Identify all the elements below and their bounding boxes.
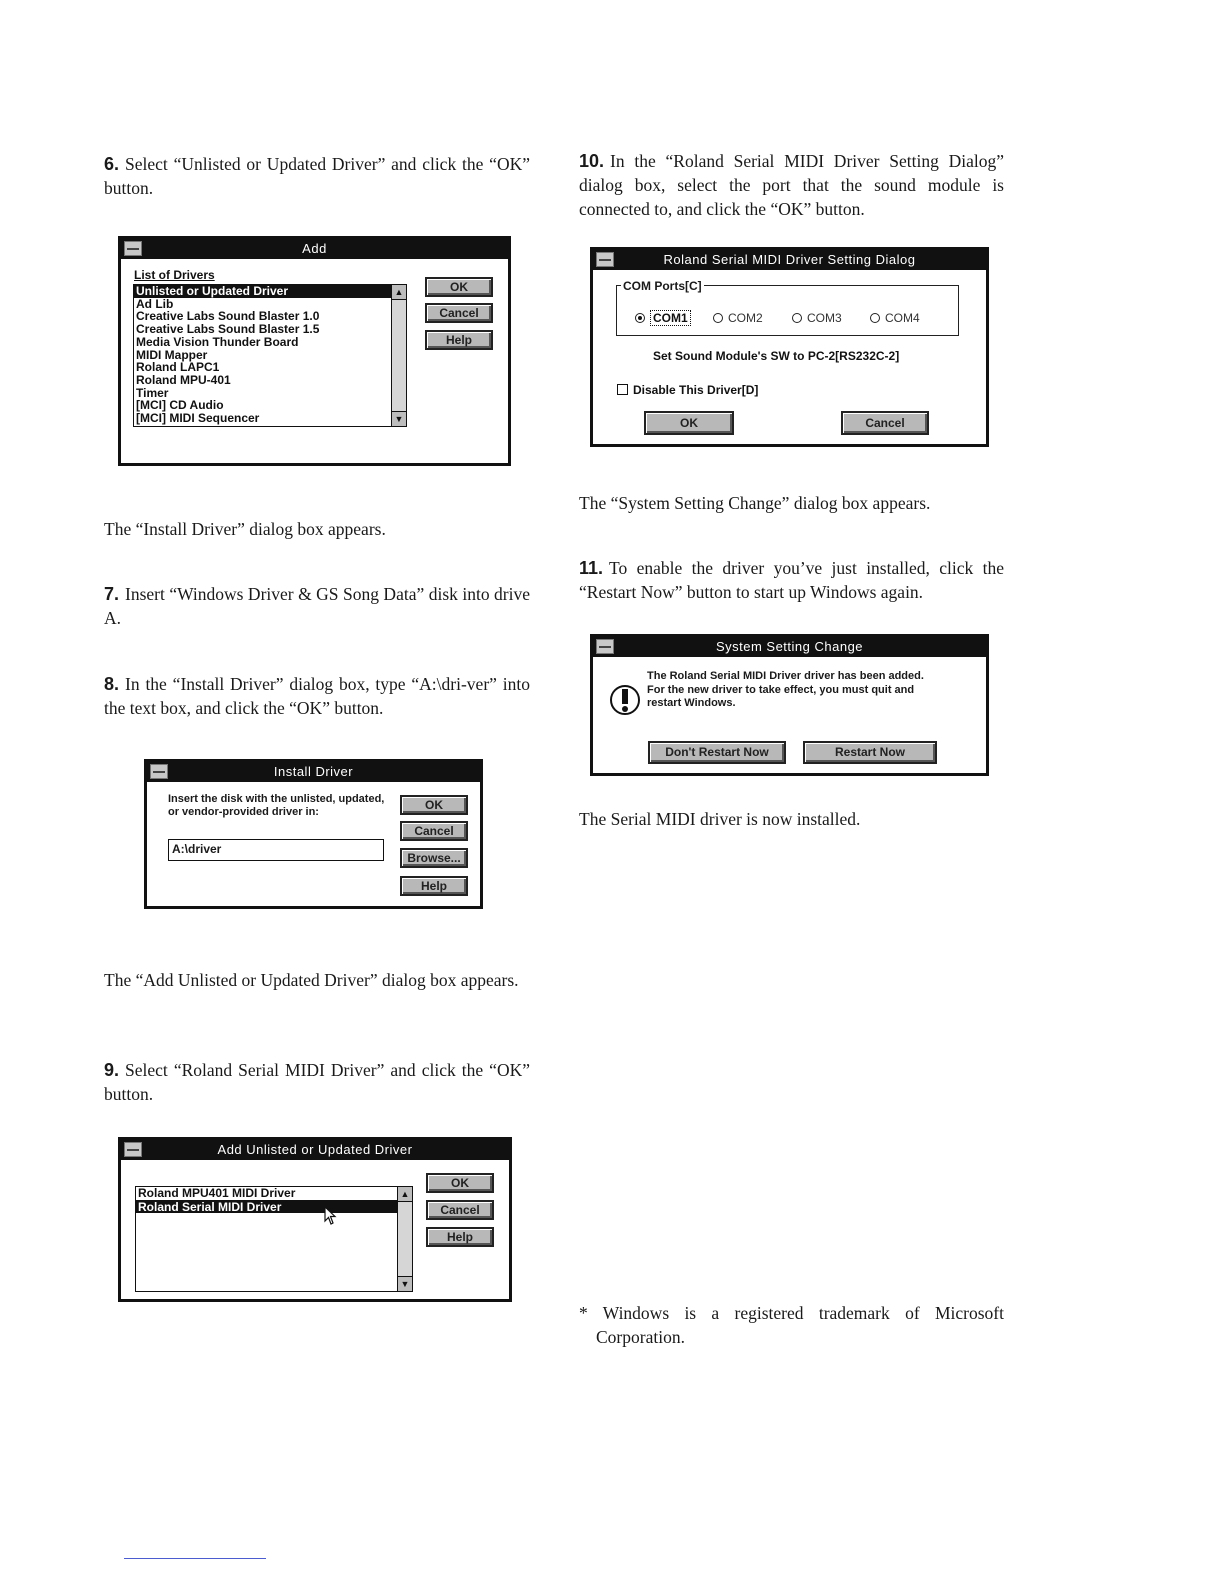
restart-now-button[interactable]: Restart Now	[803, 741, 937, 764]
caption-add-unlisted: The “Add Unlisted or Updated Driver” dialog box appears.	[104, 970, 519, 990]
list-item[interactable]: Roland MPU-401	[136, 372, 231, 387]
list-item[interactable]: Timer	[136, 385, 169, 400]
scroll-down-icon[interactable]: ▼	[392, 411, 406, 426]
cancel-button[interactable]: Cancel	[425, 303, 493, 323]
system-menu-icon[interactable]	[150, 764, 168, 779]
radio-com3[interactable]: COM3	[792, 311, 842, 325]
list-item[interactable]: Creative Labs Sound Blaster 1.5	[136, 322, 320, 337]
list-item[interactable]: Ad Lib	[136, 296, 174, 311]
ok-button[interactable]: OK	[400, 795, 468, 815]
browse-button[interactable]: Browse...	[400, 848, 468, 868]
radio-selected-icon	[635, 313, 645, 323]
list-item[interactable]: [MCI] CD Audio	[136, 398, 224, 413]
radio-icon	[870, 313, 880, 323]
step-11-text: 11. To enable the driver you’ve just installed, click the “Restart Now” button to start up Windows again.	[579, 558, 1004, 602]
list-label: List of Drivers	[134, 268, 215, 282]
cancel-button[interactable]: Cancel	[400, 821, 468, 841]
title-bar: System Setting Change	[593, 637, 986, 657]
radio-com2[interactable]: COM2	[713, 311, 763, 325]
system-setting-dialog	[590, 634, 989, 776]
add-unlisted-dialog	[118, 1137, 512, 1302]
drivers-listbox[interactable]	[133, 284, 407, 427]
mouse-cursor-icon	[324, 1206, 338, 1226]
serial-midi-dialog	[590, 247, 989, 447]
list-item[interactable]: Roland MPU401 MIDI Driver	[136, 1187, 412, 1201]
title-bar: Install Driver	[147, 762, 480, 782]
title-bar: Add Unlisted or Updated Driver	[121, 1140, 509, 1160]
ok-button[interactable]: OK	[644, 411, 734, 435]
caption-installed: The Serial MIDI driver is now installed.	[579, 809, 861, 829]
step-7-text: 7. Insert “Windows Driver & GS Song Data” disk into drive A.	[104, 584, 530, 628]
install-message: Insert the disk with the unlisted, updated, or vendor-provided driver in:	[168, 793, 385, 818]
list-item[interactable]: Media Vision Thunder Board	[136, 334, 299, 349]
scroll-up-icon[interactable]: ▲	[398, 1187, 412, 1202]
system-menu-icon[interactable]	[596, 252, 614, 267]
system-menu-icon[interactable]	[124, 241, 142, 256]
disable-driver-checkbox[interactable]: Disable This Driver[D]	[617, 383, 758, 397]
radio-com1[interactable]: COM1	[635, 311, 691, 325]
footer-rule	[124, 1558, 266, 1559]
scrollbar[interactable]	[391, 285, 406, 426]
checkbox-icon	[617, 384, 628, 395]
scrollbar[interactable]	[397, 1187, 412, 1291]
step-10-text: 10. In the “Roland Serial MIDI Driver Setting Dialog” dialog box, select the port that the sound module is connected to, and click the “OK” button.	[579, 151, 1004, 219]
caption-system-change: The “System Setting Change” dialog box appears.	[579, 493, 931, 513]
scroll-down-icon[interactable]: ▼	[398, 1276, 412, 1291]
ok-button[interactable]: OK	[425, 277, 493, 297]
list-item[interactable]: Creative Labs Sound Blaster 1.0	[136, 309, 320, 324]
system-menu-icon[interactable]	[124, 1142, 142, 1157]
caption-install-driver: The “Install Driver” dialog box appears.	[104, 519, 386, 539]
unlisted-drivers-listbox[interactable]	[135, 1186, 413, 1292]
help-button[interactable]: Help	[426, 1227, 494, 1247]
ok-button[interactable]: OK	[426, 1173, 494, 1193]
title-bar: Roland Serial MIDI Driver Setting Dialog	[593, 250, 986, 270]
system-menu-icon[interactable]	[596, 639, 614, 654]
driver-path-input[interactable]: A:\driver	[168, 839, 384, 861]
list-item[interactable]: Roland Serial MIDI Driver	[136, 1201, 412, 1214]
step-6-text: 6. Select “Unlisted or Updated Driver” and click the “OK” button.	[104, 154, 530, 198]
cancel-button[interactable]: Cancel	[426, 1200, 494, 1220]
step-8-text: 8. In the “Install Driver” dialog box, type “A:\dri-ver” into the text box, and click the “OK” button.	[104, 674, 530, 718]
help-button[interactable]: Help	[400, 876, 468, 896]
list-item[interactable]: Roland LAPC1	[136, 360, 220, 375]
scroll-up-icon[interactable]: ▲	[392, 285, 406, 300]
title-bar: Add	[121, 239, 508, 259]
help-button[interactable]: Help	[425, 330, 493, 350]
radio-icon	[713, 313, 723, 323]
add-dialog	[118, 236, 511, 466]
footnote: * Windows is a registered trademark of Microsoft Corporation.	[579, 1303, 1004, 1347]
list-item[interactable]: MIDI Mapper	[136, 347, 208, 362]
com-ports-label: COM Ports[C]	[623, 279, 702, 293]
list-item[interactable]: [MCI] MIDI Sequencer	[136, 411, 260, 426]
dont-restart-button[interactable]: Don't Restart Now	[648, 741, 786, 764]
cancel-button[interactable]: Cancel	[841, 411, 929, 435]
radio-com4[interactable]: COM4	[870, 311, 920, 325]
list-item[interactable]: Unlisted or Updated Driver	[134, 285, 406, 298]
radio-icon	[792, 313, 802, 323]
system-message: The Roland Serial MIDI Driver driver has been added. For the new driver to take effect, you must quit and restart Windows.	[647, 670, 924, 709]
install-driver-dialog	[144, 759, 483, 909]
step-9-text: 9. Select “Roland Serial MIDI Driver” and click the “OK” button.	[104, 1060, 530, 1104]
exclamation-icon	[609, 683, 641, 717]
sound-module-note: Set Sound Module's SW to PC-2[RS232C-2]	[653, 349, 900, 363]
